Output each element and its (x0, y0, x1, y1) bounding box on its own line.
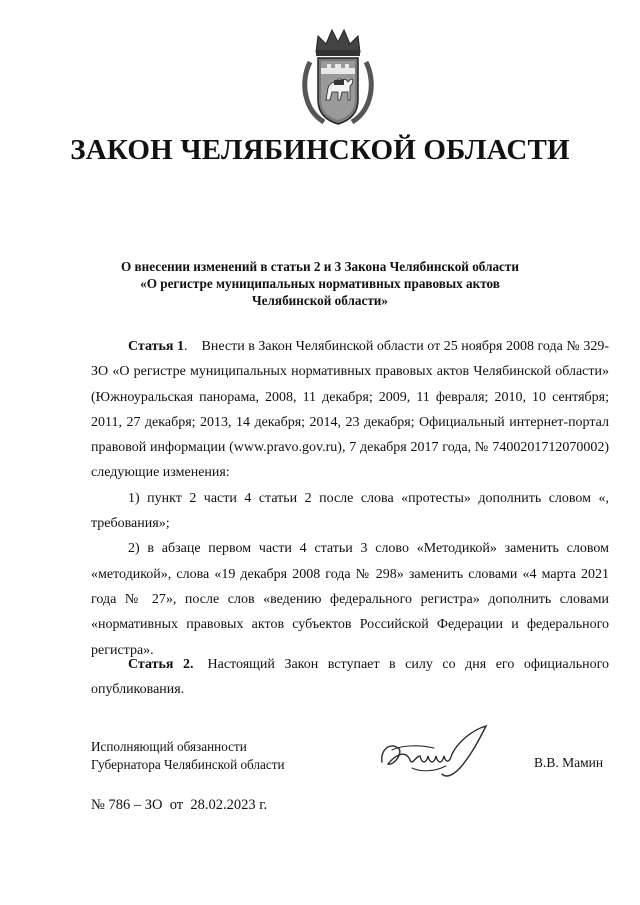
article-1-intro-text: Внести в Закон Челябинской области от 25 ноября 2008 года № 329-ЗО «О регистре муниципальных нормативных правовых актов Челябинской области» (Южноуральская панорама, 2008, 11 декабря; 2009, 11 февраля; 2010, 10 сентября; 2011, 27 декабря; 2013, 14 декабря; 2014, 23 декабря; Официальный интернет-портал правовой информации (www.pravo.gov.ru), 7 декабря 2017 года, № 7400201712070002) следующие изменения: (91, 339, 609, 481)
signature-image (376, 720, 500, 782)
article-1-label-punct: . (184, 339, 188, 354)
article-1-item-2: 2) в абзаце первом части 4 статьи 3 слово «Методикой» заменить словом «методикой», слова «19 декабря 2008 года № 298» заменить словами «4 марта 2021 года № 27», после слов «ведению федерального регистра» дополнить словами «нормативных правовых актов субъектов Российской Федерации и федерального регистра». (91, 541, 609, 658)
signatory-position (91, 738, 331, 774)
signatory-name: В.В. Мамин (534, 755, 604, 770)
subject-line-2: «О регистре муниципальных нормативных правовых актов (140, 276, 500, 291)
registration-number: № 786 – ЗО от 28.02.2023 г. (91, 797, 268, 813)
law-title: ЗАКОН ЧЕЛЯБИНСКОЙ ОБЛАСТИ (70, 134, 570, 166)
subject-line-1: О внесении изменений в статьи 2 и 3 Закона Челябинской области (121, 259, 519, 274)
article-2-text: Настоящий Закон вступает в силу со дня его официального опубликования. (91, 657, 609, 698)
article-1-item-1: 1) пункт 2 части 4 статьи 2 после слова «протесты» дополнить словом «, требования»; (91, 490, 609, 532)
article-1-intro (91, 334, 609, 486)
coat-of-arms-icon (294, 22, 382, 130)
article-1-label: Статья 1 (128, 339, 184, 354)
article-2 (91, 652, 609, 703)
article-2-label: Статья 2. (128, 657, 194, 672)
article-1 (91, 334, 609, 663)
signatory-position-line-1: Исполняющий обязанности (91, 739, 247, 754)
law-subject (100, 258, 540, 309)
signatory-position-line-2: Губернатора Челябинской области (91, 757, 285, 772)
subject-line-3: Челябинской области» (252, 293, 388, 308)
article-2-paragraph (91, 652, 609, 703)
